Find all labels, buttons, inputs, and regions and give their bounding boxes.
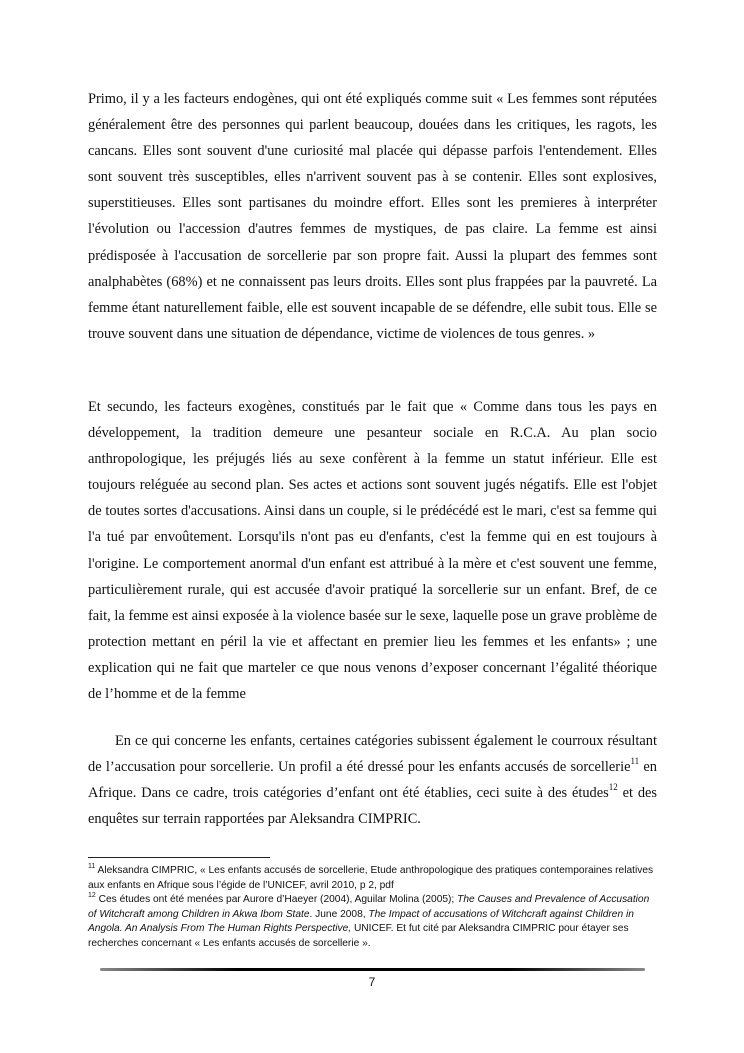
page-number: 7	[368, 975, 376, 989]
paragraph-text: En ce qui concerne les enfants, certaines catégories subissent également le courroux résultant de l’accusation pour sorcellerie. Un profil a été dressé pour les enfants accusés de sorcellerie	[88, 733, 657, 776]
footnote-11	[88, 864, 658, 893]
footnote-text: . June 2008,	[309, 908, 369, 920]
footnote-number: 11	[88, 862, 96, 870]
footnote-text: Aleksandra CIMPRIC, « Les enfants accusés de sorcellerie, Etude anthropologique des pratiques contemporaines relatives aux enfants en Afrique sous l’égide de l’UNICEF, avril 2010, p 2, pdf	[88, 865, 654, 891]
paragraph-exogenous-factors: Et secundo, les facteurs exogènes, constitués par le fait que « Comme dans tous les pays en développement, la tradition demeure une pesanteur sociale en R.C.A. Au plan socio anthropologique, les préjugés liés au sexe confèrent à la femme un statut inférieur. Elle est toujours reléguée au second plan. Ses actes et actions sont souvent jugés négatifs. Elle est l'objet de toutes sortes d'accusations. Ainsi dans un couple, si le prédécédé est le mari, c'est sa femme qui l'a tué par envoûtement. Lorsqu'ils n'ont pas eu d'enfants, c'est la femme qui en est toujours à l'origine. Le comportement anormal d'un enfant est attribué à la mère et c'est souvent une femme, particulièrement rurale, qui est accusée d'avoir pratiqué la sorcellerie sur un enfant. Bref, de ce fait, la femme est ainsi exposée à la violence basée sur le sexe, laquelle pose un grave problème de protection mettant en péril la vie et affectant en premier lieu les femmes et les enfants» ; une explication qui ne fait que marteler ce que nous venons d’exposer concernant l’égalité théorique de l’homme et de la femme	[88, 399, 657, 703]
footnote-separator	[88, 857, 270, 858]
footnote-title: The Causes and Prevalence of Accusation of Witchcraft among Children in Akwa Ibom State	[88, 894, 650, 920]
footnote-12	[88, 893, 658, 951]
footnote-text: Ces études ont été menées par Aurore d’Haeyer (2004), Aguilar Molina (2005);	[95, 894, 458, 905]
paragraph-children	[88, 728, 657, 832]
footer-divider	[100, 968, 645, 971]
paragraph-text: et des enquêtes sur terrain rapportées par Aleksandra CIMPRIC.	[88, 785, 658, 828]
footnote-title: The Impact of accusations of Witchcraft against Children in Angola. An Analysis From The Human Rights Perspective,	[88, 908, 634, 934]
footnote-ref-11[interactable]: 11	[630, 756, 640, 767]
footnote-ref-12[interactable]: 12	[608, 782, 618, 793]
footnote-number: 12	[88, 891, 96, 899]
footnote-text: UNICEF. Et fut cité par Aleksandra CIMPRIC pour étayer ses recherches concernant « Les enfants accusés de sorcellerie ».	[88, 923, 629, 949]
paragraph-text: en Afrique. Dans ce cadre, trois catégories d’enfant ont été établies, ceci suite à des études	[88, 759, 657, 802]
paragraph-endogenous-factors: Primo, il y a les facteurs endogènes, qui ont été expliqués comme suit « Les femmes sont réputées généralement être des personnes qui parlent beaucoup, douées dans les critiques, les ragots, les cancans. Elles sont souvent d'une curiosité mal placée qui dépasse parfois l'entendement. Elles sont souvent très susceptibles, elles n'arrivent souvent pas à se contenir. Elles sont explosives, superstitieuses. Elles sont partisanes du moindre effort. Elles sont les premieres à interpréter l'évolution ou l'accession d'autres femmes de mystiques, de pas claire. La femme est ainsi prédisposée à l'accusation de sorcellerie par son propre fait. Aussi la plupart des femmes sont analphabètes (68%) et ne connaissent pas leurs droits. Elles sont plus frappées par la pauvreté. La femme étant naturellement faible, elle est souvent incapable de se défendre, elle subit tous. Elle se trouve souvent dans une situation de dépendance, victime de violences de tous genres. »	[88, 91, 657, 342]
